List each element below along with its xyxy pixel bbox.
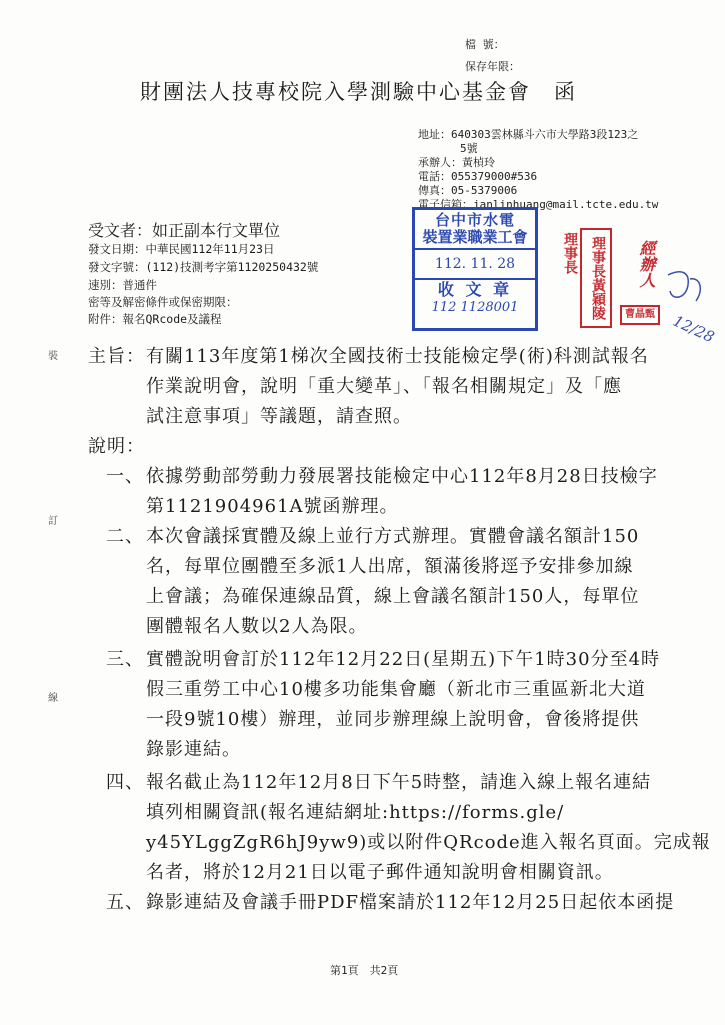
item-line: 一段9號10樓）辦理，並同步辦理線上說明會，會後將提供 bbox=[146, 709, 640, 730]
email-line: 電子信箱：janlinhuang@mail.tcte.edu.tw bbox=[418, 198, 659, 211]
registration-link-line: 填列相關資訊(報名連結網址:https://forms.gle/ bbox=[146, 802, 565, 823]
file-number-field: 檔 號： bbox=[465, 38, 505, 51]
item-line: 第1121904961A號函辦理。 bbox=[146, 496, 399, 517]
address-line-2: 5號 bbox=[460, 142, 478, 155]
handler-seal: 經辦人 bbox=[637, 240, 656, 288]
item-line: 依據勞動部勞動力發展署技能檢定中心112年8月28日技檢字 bbox=[146, 466, 658, 487]
item-line: 假三重勞工中心10樓多功能集會廳（新北市三重區新北大道 bbox=[146, 679, 646, 700]
stamp-org-line-1: 台中市水電 bbox=[434, 211, 515, 229]
item-number: 二、 bbox=[106, 526, 144, 547]
item-line: 上會議；為確保連線品質，線上會議名額計150人，每單位 bbox=[146, 586, 640, 607]
handler-line: 承辦人：黃楨玲 bbox=[418, 156, 495, 169]
item-line: 名，每單位團體至多派1人出席，額滿後將逕予安排參加線 bbox=[146, 556, 634, 577]
item-line: 錄影連結及會議手冊PDF檔案請於112年12月25日起依本函提 bbox=[146, 892, 675, 913]
item-number: 一、 bbox=[106, 466, 144, 487]
stamp-date: 112. 11. 28 bbox=[415, 250, 535, 280]
handwritten-note: 12/28 bbox=[670, 311, 718, 347]
item-number: 四、 bbox=[106, 772, 144, 793]
speed-class: 速別：普通件 bbox=[88, 278, 157, 292]
margin-mark-xian: 線 bbox=[48, 693, 58, 704]
explain-label: 說明： bbox=[88, 436, 145, 457]
item-line: 錄影連結。 bbox=[146, 739, 241, 760]
page-number: 第1頁 共2頁 bbox=[330, 964, 399, 977]
retention-field: 保存年限： bbox=[465, 60, 520, 73]
item-number: 三、 bbox=[106, 649, 144, 670]
margin-mark-zhuang: 裝 bbox=[48, 351, 58, 362]
item-line: 名者，將於12月21日以電子郵件通知說明會相關資訊。 bbox=[146, 862, 614, 883]
item-line: 實體說明會訂於112年12月22日(星期五)下午1時30分至4時 bbox=[146, 649, 661, 670]
document-title: 財團法人技專校院入學測驗中心基金會 函 bbox=[140, 80, 577, 104]
item-line: 本次會議採實體及線上並行方式辦理。實體會議名額計150 bbox=[146, 526, 640, 547]
issue-number: 發文字號：(112)技測考字第1120250432號 bbox=[88, 260, 319, 274]
margin-mark-ding: 訂 bbox=[48, 516, 58, 527]
director-seal: 理事長 bbox=[562, 232, 578, 274]
subject-line-1: 有關113年度第1梯次全國技術士技能檢定學(術)科測試報名 bbox=[146, 346, 649, 367]
stamp-org-line-2: 裝置業職業工會 bbox=[415, 229, 535, 250]
item-number: 五、 bbox=[106, 892, 144, 913]
address-line-1: 地址：640303雲林縣斗六市大學路3段123之 bbox=[418, 128, 639, 141]
secrecy-line: 密等及解密條件或保密期限： bbox=[88, 295, 238, 309]
stamp-number: 112 1128001 bbox=[431, 300, 519, 315]
subject-line-2: 作業說明會，說明「重大變革」、「報名相關規定」及「應 bbox=[146, 376, 622, 397]
phone-line: 電話：055379000#536 bbox=[418, 170, 538, 183]
issue-date: 發文日期：中華民國112年11月23日 bbox=[88, 242, 275, 256]
subject-label: 主旨： bbox=[88, 346, 145, 367]
item-line: 報名截止為112年12月8日下午5時整，請進入線上報名連結 bbox=[146, 772, 652, 793]
item-line: 團體報名人數以2人為限。 bbox=[146, 616, 368, 637]
attachment-line: 附件：報名QRcode及議程 bbox=[88, 312, 222, 326]
receipt-stamp bbox=[412, 207, 538, 331]
handler-name-seal: 曹晶甄 bbox=[620, 305, 660, 325]
subject-line-3: 試注意事項」等議題，請查照。 bbox=[146, 406, 412, 427]
director-name-seal: 理事長黃穎陵 bbox=[580, 228, 612, 328]
registration-link-line: y45YLggZgR6hJ9yw9)或以附件QRcode進入報名頁面。完成報 bbox=[146, 832, 711, 853]
recipient-line: 受文者：如正副本行文單位 bbox=[88, 221, 281, 240]
stamp-received: 收 文 章 bbox=[437, 280, 513, 299]
handwritten-scribble bbox=[660, 265, 710, 315]
fax-line: 傳真：05-5379006 bbox=[418, 184, 518, 197]
